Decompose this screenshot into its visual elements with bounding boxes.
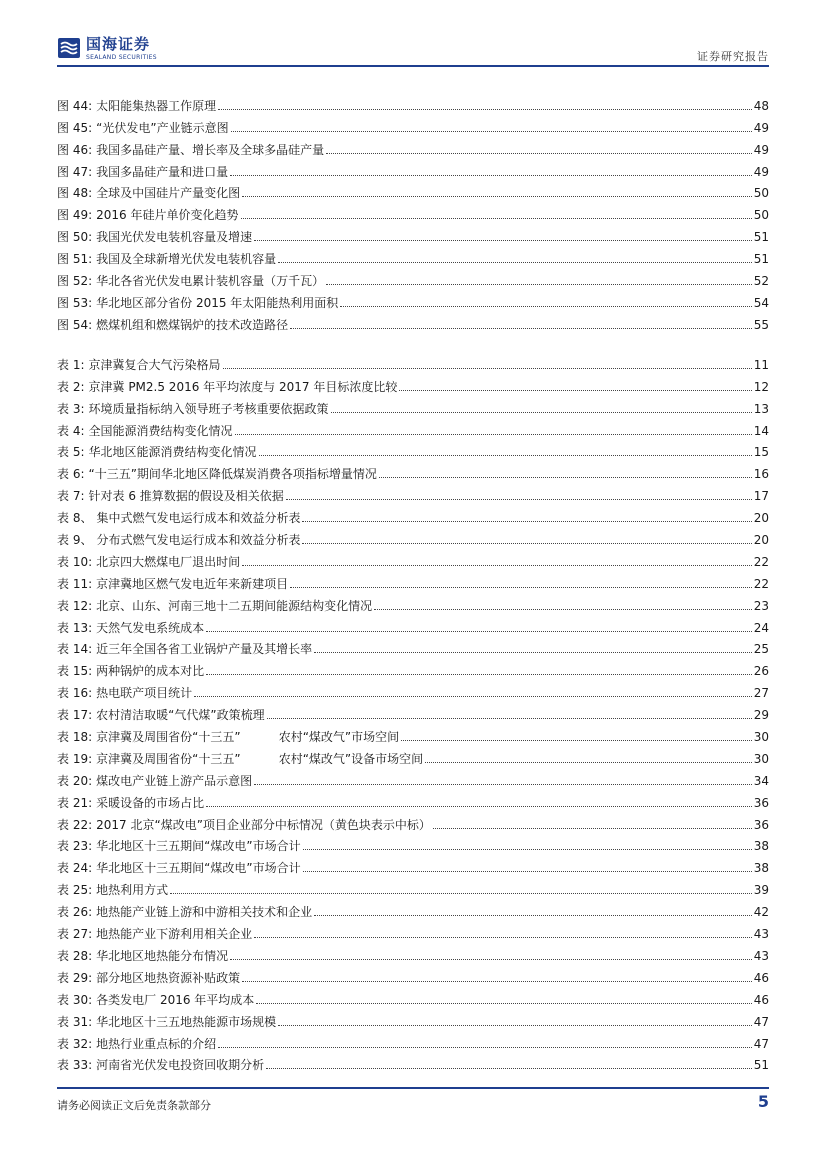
toc-entry-page: 51 <box>753 230 769 245</box>
toc-entry-page: 13 <box>753 401 769 416</box>
toc-entry-title: 地热能产业链上游和中游相关技术和企业 <box>96 905 313 920</box>
table-list-entry[interactable] <box>57 789 769 811</box>
figure-list-entry[interactable] <box>57 158 769 180</box>
toc-entry-title: 北京、山东、河南三地十二五期间能源结构变化情况 <box>96 598 373 613</box>
toc-entry-page: 27 <box>753 686 769 701</box>
toc-leader-dots <box>218 109 752 110</box>
table-list-entry[interactable] <box>57 395 769 417</box>
toc-entry-page: 42 <box>753 905 769 920</box>
toc-entry-title: 我国多晶硅产量、增长率及全球多晶硅产量 <box>96 142 325 157</box>
toc-entry-page: 36 <box>753 817 769 832</box>
toc-entry-number: 图 52: <box>57 274 93 289</box>
toc-entry-page: 15 <box>753 445 769 460</box>
toc-entry-number: 表 14: <box>57 642 93 657</box>
toc-entry-number: 图 54: <box>57 317 93 332</box>
toc-leader-dots <box>170 893 752 894</box>
toc-leader-dots <box>340 306 751 307</box>
table-list-entry[interactable] <box>57 548 769 570</box>
table-list-entry[interactable] <box>57 1008 769 1030</box>
toc-entry-page: 50 <box>753 186 769 201</box>
toc-entry-title: 京津冀及周围省份“十三五” 农村“煤改气”市场空间 <box>96 730 400 745</box>
toc-entry-title: 针对表 6 推算数据的假设及相关依据 <box>88 489 284 504</box>
toc-entry-title: 环境质量指标纳入领导班子考核重要依据政策 <box>88 401 329 416</box>
toc-entry-title: 京津冀复合大气污染格局 <box>88 357 221 372</box>
table-list-entry[interactable] <box>57 811 769 833</box>
toc-entry-number: 图 47: <box>57 164 93 179</box>
toc-leader-dots <box>374 609 752 610</box>
figure-list-entry[interactable] <box>57 311 769 333</box>
toc-entry-page: 46 <box>753 992 769 1007</box>
header-divider <box>57 65 769 67</box>
table-list-entry[interactable] <box>57 986 769 1008</box>
toc-entry-number: 表 31: <box>57 1014 93 1029</box>
sealand-logo-icon <box>57 36 81 60</box>
table-list-entry[interactable] <box>57 833 769 855</box>
toc-entry-title: 华北地区能源消费结构变化情况 <box>88 445 257 460</box>
figure-list-entry[interactable] <box>57 245 769 267</box>
toc-entry-page: 51 <box>753 1058 769 1073</box>
toc-leader-dots <box>302 521 751 522</box>
table-list-entry[interactable] <box>57 373 769 395</box>
table-list-entry[interactable] <box>57 460 769 482</box>
toc-entry-number: 图 48: <box>57 186 93 201</box>
table-list-entry[interactable] <box>57 920 769 942</box>
toc-entry-title: 京津冀 PM2.5 2016 年平均浓度与 2017 年目标浓度比较 <box>88 379 398 394</box>
toc-leader-dots <box>254 240 752 241</box>
table-list-entry[interactable] <box>57 767 769 789</box>
figure-list-entry[interactable] <box>57 267 769 289</box>
table-list-entry[interactable] <box>57 723 769 745</box>
toc-entry-title: 华北地区十三五地热能源市场规模 <box>96 1014 277 1029</box>
toc-entry-title: 集中式燃气发电运行成本和效益分析表 <box>96 511 301 526</box>
table-list-entry[interactable] <box>57 876 769 898</box>
toc-entry-page: 36 <box>753 795 769 810</box>
toc-leader-dots <box>331 412 752 413</box>
figure-list-entry[interactable] <box>57 201 769 223</box>
table-list-entry[interactable] <box>57 898 769 920</box>
toc-entry-page: 55 <box>753 317 769 332</box>
toc-entry-number: 表 1: <box>57 357 85 372</box>
toc-leader-dots <box>242 565 752 566</box>
toc-leader-dots <box>399 390 751 391</box>
toc-entry-title: 近三年全国各省工业锅炉产量及其增长率 <box>96 642 313 657</box>
toc-entry-page: 29 <box>753 708 769 723</box>
toc-entry-page: 22 <box>753 554 769 569</box>
toc-entry-number: 图 50: <box>57 230 93 245</box>
toc-leader-dots <box>326 284 752 285</box>
table-list-entry[interactable] <box>57 1052 769 1074</box>
table-list-entry[interactable] <box>57 657 769 679</box>
toc-entry-title: 华北地区十三五期间“煤改电”市场合计 <box>96 839 301 854</box>
toc-entry-number: 表 27: <box>57 927 93 942</box>
table-list-entry[interactable] <box>57 504 769 526</box>
toc-leader-dots <box>278 1025 752 1026</box>
toc-entry-page: 30 <box>753 730 769 745</box>
toc-entry-number: 表 26: <box>57 905 93 920</box>
toc-entry-number: 表 16: <box>57 686 93 701</box>
toc-entry-page: 47 <box>753 1014 769 1029</box>
toc-entry-page: 54 <box>753 295 769 310</box>
toc-entry-title: 天然气发电系统成本 <box>96 620 205 635</box>
table-list-entry[interactable] <box>57 417 769 439</box>
toc-entry-number: 表 12: <box>57 598 93 613</box>
toc-entry-page: 20 <box>753 533 769 548</box>
toc-entry-page: 20 <box>753 511 769 526</box>
toc-entry-page: 49 <box>753 120 769 135</box>
toc-leader-dots <box>206 806 752 807</box>
toc-entry-number: 表 10: <box>57 554 93 569</box>
toc-entry-title: 部分地区地热资源补贴政策 <box>96 970 241 985</box>
figure-list-entry[interactable] <box>57 92 769 114</box>
toc-entry-title: 太阳能集热器工作原理 <box>96 98 217 113</box>
figure-list-entry[interactable] <box>57 180 769 202</box>
toc-entry-title: 两种锅炉的成本对比 <box>96 664 205 679</box>
table-list-entry[interactable] <box>57 439 769 461</box>
toc-entry-title: 2016 年硅片单价变化趋势 <box>96 208 239 223</box>
toc-entry-page: 34 <box>753 773 769 788</box>
toc-leader-dots <box>259 455 752 456</box>
toc-entry-title: 地热行业重点标的介绍 <box>96 1036 217 1051</box>
toc-leader-dots <box>254 937 752 938</box>
brand-name: 国海证券 <box>86 35 151 53</box>
table-list-entry[interactable] <box>57 592 769 614</box>
toc-entry-title: 地热能产业下游利用相关企业 <box>96 927 253 942</box>
table-list-entry[interactable] <box>57 964 769 986</box>
toc-entry-page: 39 <box>753 883 769 898</box>
toc-entry-number: 表 6: <box>57 467 85 482</box>
toc-leader-dots <box>241 218 752 219</box>
toc-entry-page: 52 <box>753 274 769 289</box>
toc-leader-dots <box>303 849 752 850</box>
toc-entry-page: 14 <box>753 423 769 438</box>
toc-entry-title: 燃煤机组和燃煤锅炉的技术改造路径 <box>96 317 289 332</box>
toc-entry-number: 表 21: <box>57 795 93 810</box>
toc-entry-title: 2017 北京“煤改电”项目企业部分中标情况（黄色块表示中标） <box>96 817 431 832</box>
toc-leader-dots <box>425 762 752 763</box>
table-list-entry[interactable] <box>57 614 769 636</box>
toc-entry-page: 47 <box>753 1036 769 1051</box>
toc-entry-number: 图 53: <box>57 295 93 310</box>
toc-entry-number: 图 45: <box>57 120 93 135</box>
toc-entry-number: 表 5: <box>57 445 85 460</box>
toc-leader-dots <box>266 1068 752 1069</box>
toc-leader-dots <box>218 1047 752 1048</box>
toc-entry-page: 26 <box>753 664 769 679</box>
table-list <box>57 351 769 1073</box>
toc-entry-page: 16 <box>753 467 769 482</box>
toc-entry-number: 表 25: <box>57 883 93 898</box>
toc-entry-number: 表 28: <box>57 948 93 963</box>
table-list-entry[interactable] <box>57 482 769 504</box>
toc-entry-page: 25 <box>753 642 769 657</box>
toc-entry-number: 表 20: <box>57 773 93 788</box>
toc-entry-number: 表 7: <box>57 489 85 504</box>
toc-entry-title: 华北地区地热能分布情况 <box>96 948 229 963</box>
table-list-entry[interactable] <box>57 942 769 964</box>
toc-entry-number: 表 3: <box>57 401 85 416</box>
toc-entry-page: 22 <box>753 576 769 591</box>
toc-entry-number: 图 46: <box>57 142 93 157</box>
footer-divider <box>57 1087 769 1089</box>
toc-entry-title: 华北地区部分省份 2015 年太阳能热利用面积 <box>96 295 339 310</box>
table-list-entry[interactable] <box>57 570 769 592</box>
toc-leader-dots <box>254 784 752 785</box>
toc-leader-dots <box>302 543 751 544</box>
toc-entry-number: 表 24: <box>57 861 93 876</box>
toc-leader-dots <box>256 1003 751 1004</box>
toc-entry-title: “十三五”期间华北地区降低煤炭消费各项指标增量情况 <box>88 467 377 482</box>
toc-entry-number: 表 4: <box>57 423 85 438</box>
toc-entry-page: 43 <box>753 927 769 942</box>
toc-entry-number: 图 51: <box>57 252 93 267</box>
toc-leader-dots <box>242 196 752 197</box>
toc-leader-dots <box>326 153 752 154</box>
toc-entry-title: 北京四大燃煤电厂退出时间 <box>96 554 241 569</box>
toc-entry-title: “光伏发电”产业链示意图 <box>96 120 229 135</box>
toc-entry-page: 49 <box>753 164 769 179</box>
toc-leader-dots <box>267 718 752 719</box>
toc-entry-number: 表 30: <box>57 992 93 1007</box>
toc-leader-dots <box>290 328 752 329</box>
table-list-entry[interactable] <box>57 701 769 723</box>
toc-leader-dots <box>314 915 752 916</box>
toc-entry-title: 京津冀及周围省份“十三五” 农村“煤改气”设备市场空间 <box>96 751 424 766</box>
toc-entry-page: 11 <box>753 357 769 372</box>
table-list-entry[interactable] <box>57 679 769 701</box>
toc-leader-dots <box>230 175 752 176</box>
toc-entry-page: 30 <box>753 751 769 766</box>
toc-entry-title: 采暖设备的市场占比 <box>96 795 205 810</box>
brand-name-english: SEALAND SECURITIES <box>86 54 157 61</box>
toc-leader-dots <box>231 131 752 132</box>
toc-leader-dots <box>194 696 752 697</box>
toc-entry-number: 表 11: <box>57 576 93 591</box>
toc-entry-title: 全国能源消费结构变化情况 <box>88 423 233 438</box>
toc-entry-title: 我国多晶硅产量和进口量 <box>96 164 229 179</box>
toc-entry-title: 华北各省光伏发电累计装机容量（万千瓦） <box>96 274 325 289</box>
toc-entry-number: 表 17: <box>57 708 93 723</box>
toc-entry-page: 46 <box>753 970 769 985</box>
toc-entry-page: 50 <box>753 208 769 223</box>
toc-entry-number: 表 18: <box>57 730 93 745</box>
table-list-entry[interactable] <box>57 1030 769 1052</box>
figure-list-entry[interactable] <box>57 223 769 245</box>
toc-leader-dots <box>242 981 752 982</box>
toc-leader-dots <box>401 740 752 741</box>
table-list-entry[interactable] <box>57 854 769 876</box>
toc-entry-page: 38 <box>753 839 769 854</box>
figure-list-entry[interactable] <box>57 114 769 136</box>
toc-entry-page: 38 <box>753 861 769 876</box>
toc-entry-number: 表 19: <box>57 751 93 766</box>
toc-leader-dots <box>286 499 752 500</box>
toc-leader-dots <box>303 871 752 872</box>
toc-entry-number: 表 8、 <box>57 511 93 526</box>
toc-entry-number: 图 44: <box>57 98 93 113</box>
toc-leader-dots <box>278 262 752 263</box>
page-number: 5 <box>757 1092 769 1111</box>
toc-entry-page: 12 <box>753 379 769 394</box>
toc-entry-title: 京津冀地区燃气发电近年来新建项目 <box>96 576 289 591</box>
toc-leader-dots <box>235 434 752 435</box>
toc-entry-title: 农村清洁取暖“气代煤”政策梳理 <box>96 708 265 723</box>
toc-entry-page: 49 <box>753 142 769 157</box>
toc-entry-page: 23 <box>753 598 769 613</box>
toc-leader-dots <box>314 652 752 653</box>
toc-entry-page: 17 <box>753 489 769 504</box>
toc-leader-dots <box>206 674 752 675</box>
toc-entry-number: 表 13: <box>57 620 93 635</box>
toc-entry-title: 分布式燃气发电运行成本和效益分析表 <box>96 533 301 548</box>
toc-entry-number: 表 29: <box>57 970 93 985</box>
figure-list-entry[interactable] <box>57 289 769 311</box>
table-list-entry[interactable] <box>57 745 769 767</box>
figure-list-entry[interactable] <box>57 136 769 158</box>
report-type-label: 证券研究报告 <box>697 50 769 63</box>
table-list-entry[interactable] <box>57 636 769 658</box>
disclaimer-text: 请务必阅读正文后免责条款部分 <box>57 1099 211 1112</box>
toc-entry-number: 表 2: <box>57 379 85 394</box>
toc-entry-number: 表 9、 <box>57 533 93 548</box>
toc-leader-dots <box>223 368 752 369</box>
toc-entry-title: 各类发电厂 2016 年平均成本 <box>96 992 255 1007</box>
toc-entry-page: 43 <box>753 948 769 963</box>
toc-entry-page: 48 <box>753 98 769 113</box>
toc-entry-number: 表 32: <box>57 1036 93 1051</box>
toc-entry-number: 表 33: <box>57 1058 93 1073</box>
page-header <box>0 0 827 70</box>
toc-entry-title: 我国及全球新增光伏发电装机容量 <box>96 252 277 267</box>
table-list-entry[interactable] <box>57 526 769 548</box>
toc-entry-title: 华北地区十三五期间“煤改电”市场合计 <box>96 861 301 876</box>
toc-leader-dots <box>206 631 752 632</box>
table-list-entry[interactable] <box>57 351 769 373</box>
toc-entry-title: 河南省光伏发电投资回收期分析 <box>96 1058 265 1073</box>
toc-entry-title: 地热利用方式 <box>96 883 169 898</box>
toc-entry-number: 图 49: <box>57 208 93 223</box>
toc-entry-number: 表 15: <box>57 664 93 679</box>
toc-entry-number: 表 23: <box>57 839 93 854</box>
toc-entry-title: 热电联产项目统计 <box>96 686 193 701</box>
toc-entry-title: 全球及中国硅片产量变化图 <box>96 186 241 201</box>
toc-entry-number: 表 22: <box>57 817 93 832</box>
toc-leader-dots <box>379 477 752 478</box>
toc-entry-page: 24 <box>753 620 769 635</box>
toc-leader-dots <box>433 828 752 829</box>
toc-entry-page: 51 <box>753 252 769 267</box>
toc-leader-dots <box>290 587 752 588</box>
toc-entry-title: 我国光伏发电装机容量及增速 <box>96 230 253 245</box>
toc-leader-dots <box>230 959 752 960</box>
toc-entry-title: 煤改电产业链上游产品示意图 <box>96 773 253 788</box>
figure-list <box>57 92 769 333</box>
